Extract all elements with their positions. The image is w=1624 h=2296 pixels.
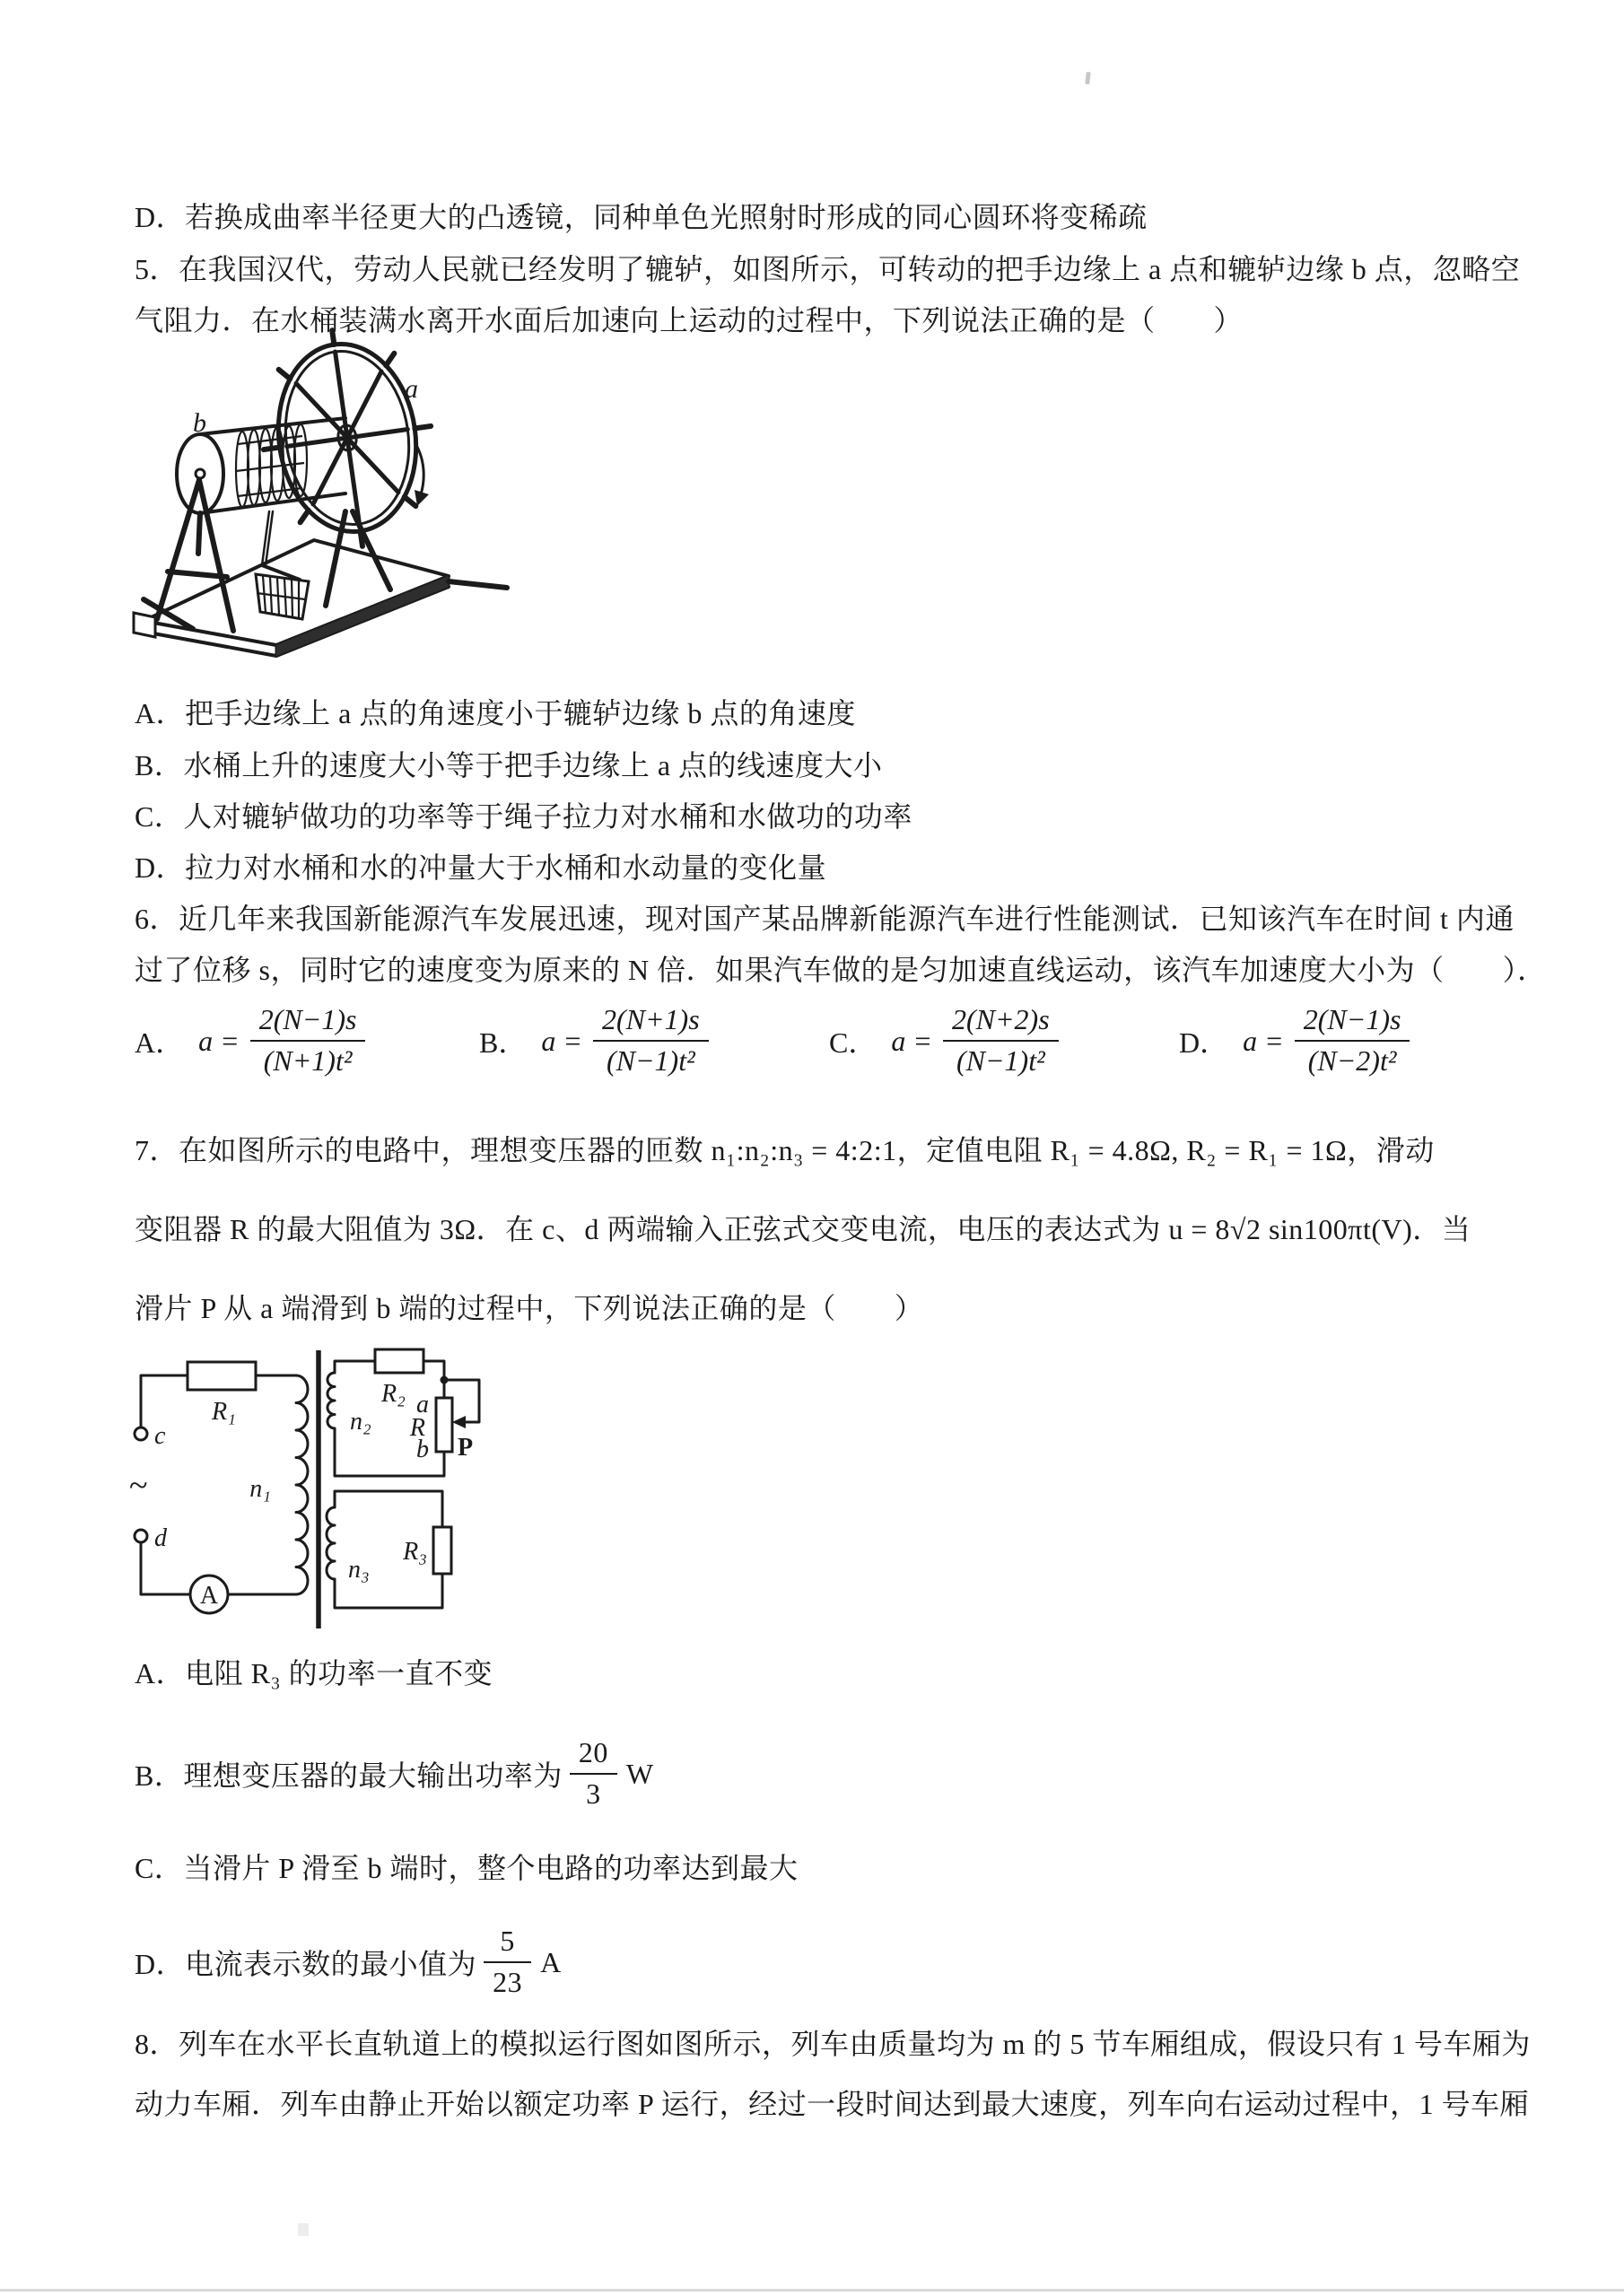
fraction-numerator: 5	[484, 1925, 531, 1963]
fraction-denominator: (N−1)t²	[956, 1044, 1045, 1077]
q7-option-a: A．电阻 R₃ 的功率一直不变	[135, 1657, 493, 1689]
q4-option-d: D．若换成曲率半径更大的凸透镜，同种单色光照射时形成的同心圆环将变稀疏	[135, 201, 1148, 233]
slider-p-label: P	[458, 1434, 474, 1462]
q5-stem-line2: 气阻力．在水桶装满水离开水面后加速向上运动的过程中，下列说法正确的是（ ）	[135, 304, 1244, 336]
q5-option-c: C．人对辘轳做功的功率等于绳子拉力对水桶和水做功的功率	[135, 800, 912, 833]
resistor-r1-label: R₁	[212, 1398, 236, 1426]
fraction-denominator: (N−1)t²	[606, 1044, 695, 1077]
q7-stem-line3: 滑片 P 从 a 端滑到 b 端的过程中，下列说法正确的是（ ）	[135, 1292, 924, 1324]
equation-lhs: a =	[891, 1024, 932, 1057]
fraction-denominator: (N−2)t²	[1307, 1044, 1397, 1077]
coil-n1-label: n₁	[249, 1475, 271, 1503]
fraction-numerator: 2(N−1)s	[250, 1004, 366, 1042]
q5-option-a: A．把手边缘上 a 点的角速度小于辘轳边缘 b 点的角速度	[135, 697, 856, 729]
rheostat-r-label: R	[409, 1414, 425, 1442]
option-label: D．	[1179, 1026, 1229, 1059]
ac-source-symbol: ~	[129, 1467, 148, 1505]
terminal-c-label: c	[154, 1422, 166, 1450]
q7-option-d	[135, 1913, 562, 2012]
ammeter-label: A	[199, 1582, 219, 1610]
fraction	[943, 1004, 1059, 1078]
windlass-illustration	[121, 327, 516, 686]
q7-option-c: C．当滑片 P 滑至 b 端时，整个电路的功率达到最大	[135, 1852, 799, 1884]
equation-lhs: a =	[1243, 1024, 1284, 1057]
primary-loop	[129, 1362, 308, 1613]
q5-option-b: B．水桶上升的速度大小等于把手边缘上 a 点的线速度大小	[135, 749, 883, 781]
option-label: B．	[479, 1026, 528, 1059]
rheostat-b-label: b	[416, 1436, 429, 1463]
fraction	[593, 1004, 709, 1078]
q5-option-d: D．拉力对水桶和水的冲量大于水桶和水动量的变化量	[135, 851, 827, 884]
windlass-label-a: a	[405, 374, 418, 404]
option-label: D．	[135, 1948, 186, 1980]
q7-stem-line2: 变阻器 R 的最大阻值为 3Ω．在 c、d 两端输入正弦式交变电流，电压的表达式为 u = 8√2 sin100πt(V)．当	[135, 1213, 1471, 1245]
fraction-numerator: 2(N+1)s	[593, 1004, 709, 1042]
option-text: 电流表示数的最小值为	[185, 1948, 477, 1980]
option-label: C．	[829, 1026, 877, 1059]
q6-option-d	[1179, 994, 1417, 1087]
secondary-loop-1	[327, 1349, 479, 1476]
q7-option-b	[135, 1724, 654, 1823]
q8-stem-line2: 动力车厢．列车由静止开始以额定功率 P 运行，经过一段时间达到最大速度，列车向右运动过程中，1 号车厢	[135, 2088, 1530, 2120]
equation-lhs: a =	[198, 1024, 240, 1057]
circuit-diagram-illustration	[117, 1337, 601, 1637]
q6-stem-line2: 过了位移 s，同时它的速度变为原来的 N 倍．如果汽车做的是匀加速直线运动，该汽车加速度大小为（ ）．	[135, 954, 1547, 986]
q6-option-b	[479, 994, 716, 1087]
option-text: 理想变压器的最大输出功率为	[183, 1759, 563, 1792]
scan-artifact	[1085, 72, 1090, 84]
q6-option-c	[829, 994, 1066, 1087]
windlass-base	[134, 540, 507, 656]
fraction-denominator: 3	[586, 1777, 601, 1810]
fraction	[250, 1004, 366, 1078]
resistor-r2-label: R₂	[381, 1380, 406, 1408]
bucket	[256, 511, 309, 619]
q7-stem-line1: 7．在如图所示的电路中，理想变压器的匝数 n₁:n₂:n₃ = 4:2:1，定值电阻 R₁ = 4.8Ω, R₂ = R₁ = 1Ω，滑动	[135, 1134, 1435, 1166]
fraction-numerator: 2(N−1)s	[1295, 1004, 1410, 1042]
equation-lhs: a =	[541, 1024, 582, 1057]
fraction-numerator: 2(N+2)s	[943, 1004, 1059, 1042]
scan-artifact	[298, 2223, 309, 2236]
q5-stem-line1: 5．在我国汉代，劳动人民就已经发明了辘轳，如图所示，可转动的把手边缘上 a 点和辘轳边缘 b 点，忽略空	[135, 253, 1521, 285]
coil-n3-label: n₃	[348, 1556, 370, 1584]
option-label: B．	[135, 1759, 184, 1792]
windlass-figure	[121, 327, 516, 686]
terminal-d-label: d	[154, 1524, 167, 1552]
circuit-figure	[117, 1337, 601, 1637]
unit-label: A	[540, 1945, 562, 1978]
coil-n2-label: n₂	[350, 1408, 371, 1436]
rheostat-a-label: a	[416, 1391, 429, 1419]
resistor-r3-label: R₃	[403, 1538, 427, 1566]
q6-option-a	[135, 994, 372, 1087]
unit-label: W	[625, 1757, 654, 1790]
page-edge-shadow	[0, 2289, 1624, 2292]
fraction	[484, 1925, 531, 1999]
fraction	[570, 1737, 617, 1811]
secondary-loop-2	[327, 1491, 451, 1608]
fraction-denominator: (N+1)t²	[263, 1044, 353, 1077]
fraction-numerator: 20	[570, 1737, 617, 1775]
q8-stem-line1: 8．列车在水平长直轨道上的模拟运行图如图所示，列车由质量均为 m 的 5 节车厢组成，假设只有 1 号车厢为	[135, 2028, 1531, 2060]
q6-stem-line1: 6．近几年来我国新能源汽车发展迅速，现对国产某品牌新能源汽车进行性能测试．已知该汽车在时间 t 内通	[135, 903, 1515, 935]
fraction-denominator: 23	[493, 1966, 523, 1998]
option-label: A．	[135, 1026, 185, 1059]
fraction	[1295, 1004, 1410, 1078]
windlass-label-b: b	[193, 408, 206, 438]
